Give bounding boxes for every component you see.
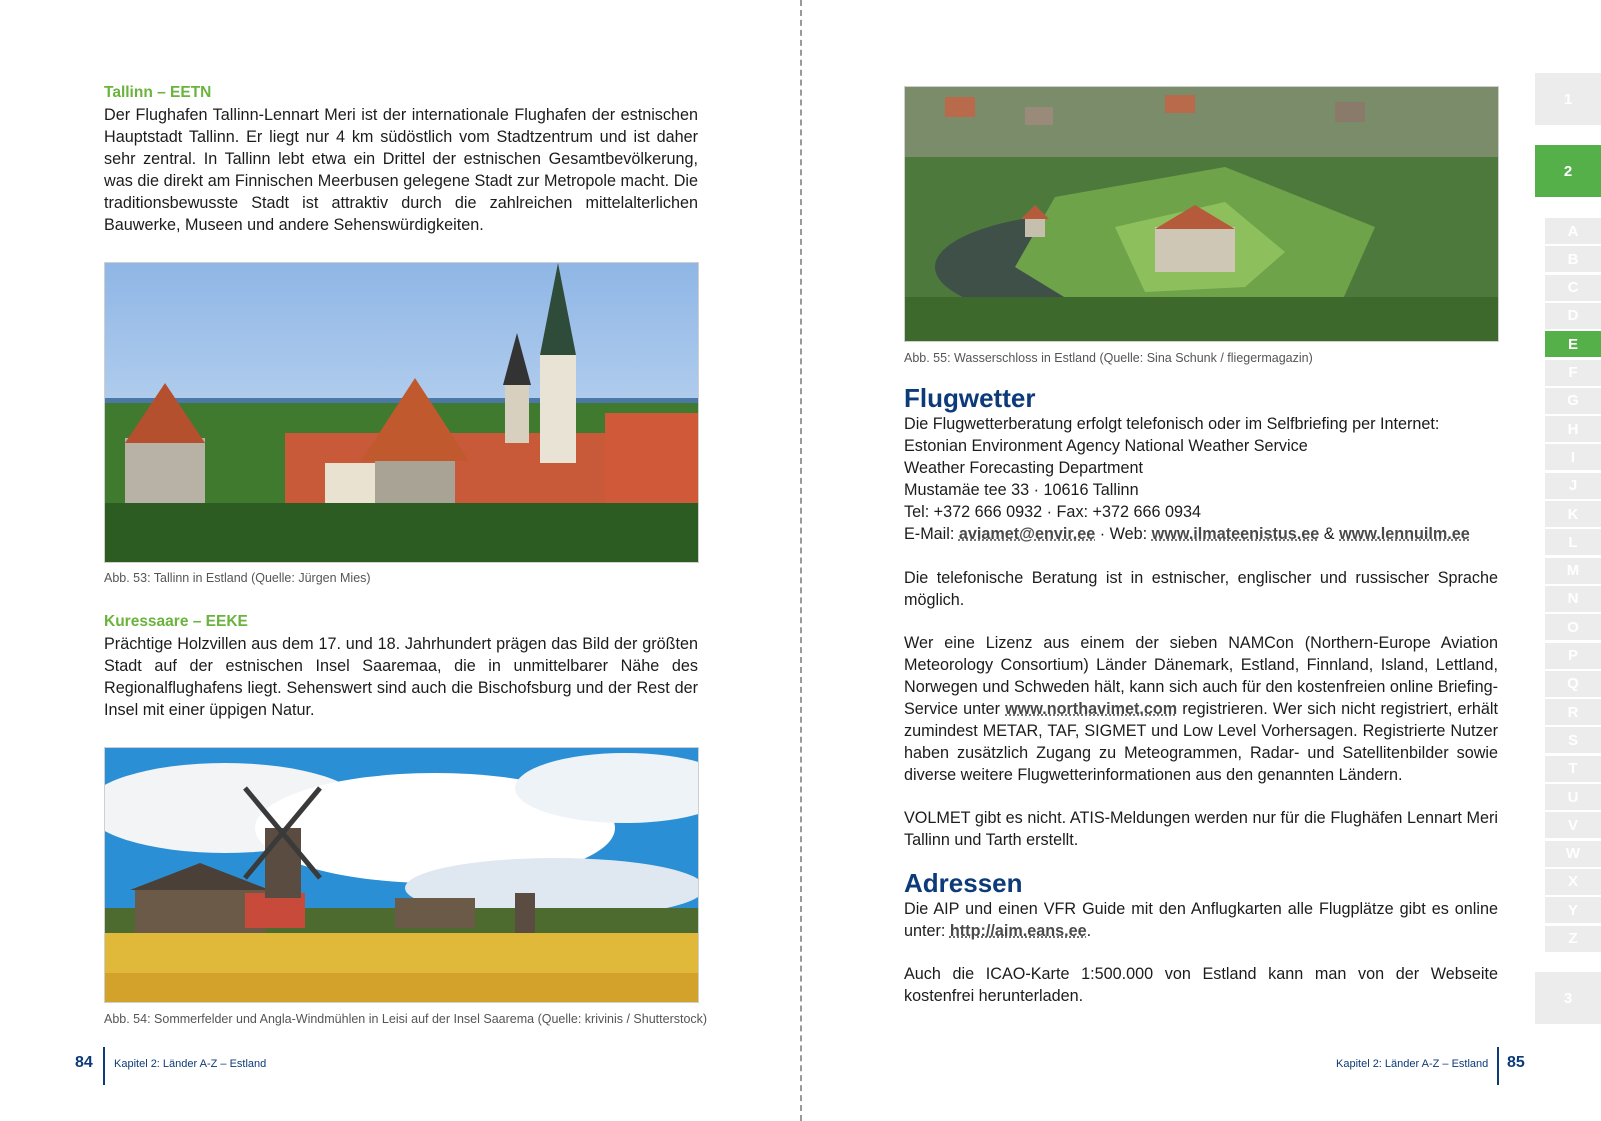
letter-tab-b[interactable]: B — [1545, 246, 1601, 272]
aip-text-b: . — [1086, 922, 1092, 940]
paragraph-tallinn: Der Flughafen Tallinn-Lennart Meri ist der internationale Flughafen der estnischen Hauptstadt Tallinn. Er liegt nur 4 km südöstlich vom Stadtzentrum und ist daher sehr zentral. In Tallinn lebt etwa ein Drittel der estnischen Gesamtbevölkerung, was die direkt am Finnischen Meerbusen gelegene Stadt zur Metropole macht. Die traditionsbewusste Stadt ist attraktiv durch die zahlreichen mittelalterlichen Bauwerke, Museen und andere Sehenswürdigkeiten. — [104, 106, 698, 234]
letter-tab-p[interactable]: P — [1545, 643, 1601, 669]
page-number-left: 84 — [75, 1054, 93, 1071]
caption-tallinn: Abb. 53: Tallinn in Estland (Quelle: Jürgen Mies) — [104, 571, 371, 585]
email-link[interactable]: aviamet@envir.ee — [958, 525, 1096, 543]
letter-tab-y[interactable]: Y — [1545, 897, 1601, 923]
letter-tab-d[interactable]: D — [1545, 303, 1601, 329]
flugwetter-line-address: Mustamäe tee 33 · 10616 Tallinn — [904, 481, 1139, 499]
page-number-right: 85 — [1507, 1054, 1525, 1071]
letter-tab-z[interactable]: Z — [1545, 926, 1601, 952]
letter-tab-a[interactable]: A — [1545, 218, 1601, 244]
flugwetter-contact-block — [904, 413, 1498, 545]
letter-tab-v[interactable]: V — [1545, 812, 1601, 838]
paragraph-kuressaare: Prächtige Holzvillen aus dem 17. und 18. Jahrhundert prägen das Bild der größten Stadt auf der estnischen Insel Saaremaa, die in unmittelbarer Nähe des Regionalflughafens liegt. Sehenswert sind auch die Bischofsburg und der Rest der Insel mit einer üppigen Natur. — [104, 635, 698, 719]
caption-castle: Abb. 55: Wasserschloss in Estland (Quelle: Sina Schunk / fliegermagazin) — [904, 351, 1313, 365]
letter-tab-u[interactable]: U — [1545, 784, 1601, 810]
namcon-text-b: registrieren. Wer sich nicht registriert, erhält zumindest METAR, TAF, SIGMET und Low Level Vorhersagen. Registrierte Nutzer haben zusätzlich Zugang zu Meteogrammen, Radar- und Satellitenbilder sowie diverse weitere Flugwetterinformationen aus den genannten Ländern. — [904, 700, 1498, 784]
photo-tallinn — [104, 262, 699, 563]
email-label: E-Mail: — [904, 525, 959, 543]
footer-bar-left — [103, 1047, 105, 1085]
page-divider — [800, 0, 802, 1121]
ampersand: & — [1319, 525, 1340, 543]
footer-chapter-left: Kapitel 2: Länder A-Z – Estland — [114, 1058, 267, 1070]
letter-tab-l[interactable]: L — [1545, 529, 1601, 555]
letter-tab-j[interactable]: J — [1545, 473, 1601, 499]
aip-text-a: Die AIP und einen VFR Guide mit den Anflugkarten alle Flugplätze gibt es online unter: — [904, 900, 1498, 940]
letter-tab-q[interactable]: Q — [1545, 671, 1601, 697]
photo-windmills — [104, 747, 699, 1003]
chapter-tab-3[interactable]: 3 — [1535, 972, 1601, 1024]
flugwetter-line-contact — [904, 523, 1498, 545]
letter-tab-c[interactable]: C — [1545, 275, 1601, 301]
paragraph-namcon — [904, 632, 1498, 786]
heading-adressen: Adressen — [904, 868, 1023, 898]
photo-castle — [904, 86, 1499, 342]
flugwetter-line-intro: Die Flugwetterberatung erfolgt telefonisch oder im Selfbriefing per Internet: — [904, 415, 1440, 433]
paragraph-icao: Auch die ICAO-Karte 1:500.000 von Estland kann man von der Webseite kostenfrei herunterladen. — [904, 965, 1498, 1005]
section-heading-kuressaare: Kuressaare – EEKE — [104, 613, 248, 630]
letter-tab-k[interactable]: K — [1545, 501, 1601, 527]
letter-tab-w[interactable]: W — [1545, 841, 1601, 867]
namcon-text-a: Wer eine Lizenz aus einem der sieben NAMCon (Northern-Europe Aviation Meteorology Consortium) Länder Dänemark, Estland, Finnland, Island, Lettland, Norwegen und Schweden hält, kann sich auch für den kostenfreien online Briefing-Service unter — [904, 634, 1498, 718]
letter-tab-i[interactable]: I — [1545, 444, 1601, 470]
caption-windmills: Abb. 54: Sommerfelder und Angla-Windmühlen in Leisi auf der Insel Saarema (Quelle: krivinis / Shutterstock) — [104, 1012, 708, 1026]
chapter-tab-2[interactable]: 2 — [1535, 145, 1601, 197]
footer-chapter-right: Kapitel 2: Länder A-Z – Estland — [1336, 1058, 1489, 1070]
letter-tab-f[interactable]: F — [1545, 360, 1601, 386]
letter-tab-g[interactable]: G — [1545, 388, 1601, 414]
footer-bar-right — [1497, 1047, 1499, 1085]
letter-tab-r[interactable]: R — [1545, 699, 1601, 725]
flugwetter-line-department: Weather Forecasting Department — [904, 459, 1144, 477]
letter-tab-o[interactable]: O — [1545, 614, 1601, 640]
aim-eans-link[interactable]: http://aim.eans.ee — [949, 922, 1087, 940]
heading-flugwetter: Flugwetter — [904, 383, 1036, 413]
paragraph-volmet: VOLMET gibt es nicht. ATIS-Meldungen werden nur für die Flughäfen Lennart Meri Tallinn und Tarth erstellt. — [904, 809, 1498, 849]
northavimet-link[interactable]: www.northavimet.com — [1005, 700, 1178, 718]
paragraph-language: Die telefonische Beratung ist in estnischer, englischer und russischer Sprache möglich. — [904, 569, 1498, 609]
web-link-lennuilm[interactable]: www.lennuilm.ee — [1339, 525, 1470, 543]
chapter-tab-1[interactable]: 1 — [1535, 73, 1601, 125]
letter-tab-e[interactable]: E — [1545, 331, 1601, 357]
web-link-ilmateenistus[interactable]: www.ilmateenistus.ee — [1151, 525, 1320, 543]
letter-tab-m[interactable]: M — [1545, 558, 1601, 584]
letter-tab-n[interactable]: N — [1545, 586, 1601, 612]
flugwetter-line-agency: Estonian Environment Agency National Weather Service — [904, 437, 1308, 455]
section-heading-tallinn: Tallinn – EETN — [104, 84, 212, 101]
flugwetter-line-phone: Tel: +372 666 0932 · Fax: +372 666 0934 — [904, 503, 1202, 521]
paragraph-aip — [904, 898, 1498, 942]
letter-tab-x[interactable]: X — [1545, 869, 1601, 895]
letter-tab-t[interactable]: T — [1545, 756, 1601, 782]
letter-tab-h[interactable]: H — [1545, 416, 1601, 442]
letter-tab-s[interactable]: S — [1545, 727, 1601, 753]
web-label: · Web: — [1095, 525, 1152, 543]
